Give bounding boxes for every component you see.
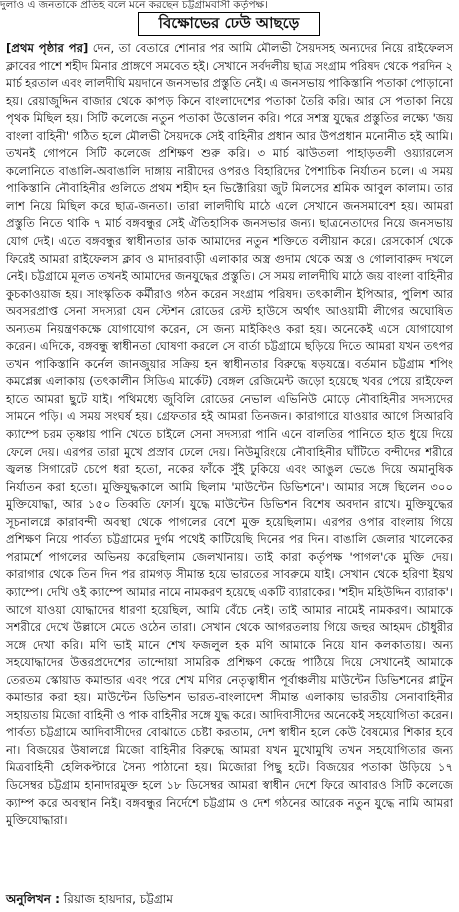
- author-label: অনুলিখন :: [6, 892, 60, 906]
- author-name: রিয়াজ হায়দার, চট্টগ্রাম: [63, 892, 173, 906]
- continued-from-label: [প্রথম পৃষ্ঠার পর]: [6, 41, 89, 55]
- headline: বিক্ষোভের ঢেউ আছড়ে: [158, 13, 300, 32]
- article-paragraph: [6, 40, 453, 830]
- article-body: [6, 40, 453, 830]
- article-text: দেন, তা বেতারে শোনার পর আমি মৌলভী সৈয়দসহ অন্যদের নিয়ে রাইফেলস ক্লাবের পাশে শহীদ মিনার প্রাঙ্গণে সমবেত হই। সেখানে সর্বদলীয় ছাত্র সংগ্রাম পরিষদ থেকে পরদিন ২ মার্চ হরতাল এবং লালদীঘি ময়দানে জনসভার প্রস্তুতি নেই। এ জনসভায় পাকিস্তানি পতাকা পোড়ানো হয়। রেয়াজুদ্দিন বাজার থেকে কাপড় কিনে বাংলাদেশের পতাকা তৈরি করি। আর সে পতাকা নিয়ে পৃথক মিছিল হয়। সিটি কলেজে নতুন পতাকা উত্তোলন করি। পরে সশস্ত্র যুদ্ধের প্রস্তুতির লক্ষ্যে 'জয় বাংলা বাহিনী' গঠিত হলে মৌলভী সৈয়দকে সেই বাহিনীর প্রধান আর উপপ্রধান মনোনীত হই আমি। তখনই গোপনে সিটি কলেজে প্রশিক্ষণ শুরু করি। ৩ মার্চ ঝাউতলা পাহাড়তলী ওয়্যারলেস কলোনিতে বাঙালি-অবাঙালি দাঙ্গায় নারীদের ওপরও বিহারিদের পৈশাচিক নির্যাতন চলে। এ সময় পাকিস্তানি নৌবাহিনীর গুলিতে প্রথম শহীদ হন ভিক্টোরিয়া জুট মিলসের শ্রমিক আবুল কালাম। তার লাশ নিয়ে মিছিল করে ছাত্র-জনতা। তারা লালদীঘি মাঠে এলে সেখানে জনসমাবেশ হয়। আমরা প্রস্তুতি নিতে থাকি ৭ মার্চ বঙ্গবন্ধুর সেই ঐতিহাসিক জনসভার জন্য। ছাত্রনেতাদের নিয়ে জনসভায় যোগ দেই। এতে বঙ্গবন্ধুর স্বাধীনতার ডাক আমাদের নতুন শক্তিতে বলীয়ান করে। রেসকোর্স থেকে ফিরেই আমরা রাইফেলস ক্লাব ও মাদারবাড়ী এলাকার অস্ত্র গুদাম থেকে অস্ত্র ও গোলাবারুদ দখলে নেই। চট্টগ্রামে মূলত তখনই আমাদের জনযুদ্ধের প্রস্তুতি। সে সময় লালদীঘি মাঠে জয় বাংলা বাহিনীর কুচকাওয়াজ হয়। সাংস্কৃতিক কর্মীরাও গঠন করেন সংগ্রাম পরিষদ। তৎকালীন ইপিআর, পুলিশ আর অবসরপ্রাপ্ত সেনা সদস্যরা যেন স্টেশন রোডের রেস্ট হাউসে অর্থাৎ আওয়ামী লীগের অঘোষিত অন্যতম নিয়ন্ত্রণকক্ষে যোগাযোগ করেন, সে জন্য মাইকিংও করা হয়। অনেকেই এসে যোগাযোগ করেন। এদিকে, বঙ্গবন্ধু স্বাধীনতা ঘোষণা করলে সে বার্তা চট্টগ্রামে ছড়িয়ে দিতে আমরা যখন তৎপর তখন পাকিস্তানি কর্নেল জানজুয়ার সক্রিয় হন স্বাধীনতার বিরুদ্ধে ষড়যন্ত্রে। বর্তমান চট্টগ্রাম শপিং কমপ্লেক্স এলাকায় (তৎকালীন সিডিএ মার্কেট) বেঙ্গল রেজিমেন্ট জড়ো হয়েছে খবর পেয়ে রাইফেল হাতে আমরা ছুটে যাই। পথিমধ্যে জুবিলি রোডের নেভাল এভিনিউ মোড়ে নৌবাহিনীর সদস্যদের সামনে পড়ি। এ সময় সংঘর্ষ হয়। গ্রেফতার হই আমরা তিনজন। কারাগারে যাওয়ার আগে সিআরবি ক্যাম্পে চরম তৃষ্ণায় পানি খেতে চাইলে সেনা সদস্যরা পানি এনে বালতির পানিতে হাত ধুয়ে দিয়ে ফেলে দেয়। এরপর তারা মুখে প্রস্রাব ঢেলে দেয়। নিউমুরিংয়ে নৌবাহিনীর ঘাঁটিতে বন্দীদের শরীরে জ্বলন্ত সিগারেট চেপে ধরা হতো, নকের ফাঁকে সুঁই ঢুকিয়ে এবং আঙুল ভেঙে দিয়ে অমানুষিক নির্যাতন করা হতো। মুক্তিযুদ্ধকালে আমি ছিলাম 'মাউন্টেন ডিভিশনে'। আমার সঙ্গে ছিলেন ৩০০ মুক্তিযোদ্ধা, আর ১৫০ তিব্বতি ফোর্স। যুদ্ধে মাউন্টেন ডিভিশন বিশেষ অবদান রাখে। মুক্তিযুদ্ধের সূচনালগ্নে কারাবন্দী অবস্থা থেকে পাগলের বেশে মুক্ত হয়েছিলাম। এরপর ওপার বাংলায় গিয়ে প্রশিক্ষণ নিয়ে পার্বত্য চট্টগ্রামের দুর্গম পথেই কাটিয়েছি দিনের পর দিন। বাঙালি জেলার খালেকের পরামর্শে পাগলের অভিনয় করেছিলাম জেলখানায়। তাই কারা কর্তৃপক্ষ 'পাগল'কে মুক্তি দেয়। কারাগার থেকে তিন দিন পর রামগড় সীমান্ত হয়ে ভারতের সাবরুমে যাই। সেখান থেকে হরিণা ইয়থ ক্যাম্পে। দেখি ওই ক্যাম্পে আমার নামে নামকরণ হয়েছে একটি ব্যারাকের। 'শহীদ মহিউদ্দিন ব্যারাক'। আগে যাওয়া যোদ্ধাদের ধারণা হয়েছিল, আমি বেঁচে নেই। তাই আমার নামেই নামকরণ। আমাকে সশরীরে দেখে উল্লাসে মেতে ওঠেন তারা। সেখান থেকে আগরতলায় গিয়ে জহুর আহমদ চৌধুরীর সঙ্গে দেখা করি। মণি ভাই মানে শেখ ফজলুল হক মণি আমাকে নিয়ে যান কলকাতায়। অন্য সহযোদ্ধাদের উত্তরপ্রদেশের তান্দোয়া সামরিক প্রশিক্ষণ কেন্দ্রে পাঠিয়ে দিয়ে সেখানেই আমাকে তেরতম স্কোয়াড কমান্ডার এবং পরে শেখ মণির নেতৃত্বাধীন পূর্বাঞ্চলীয় মাউন্টেন ডিভিশনের প্লাটুন কমান্ডার করা হয়। মাউন্টেন ডিভিশন ভারত-বাংলাদেশ সীমান্ত এলাকায় ভারতীয় সেনাবাহিনীর সহায়তায় মিজো বাহিনী ও পাক বাহিনীর সঙ্গে যুদ্ধ করে। আদিবাসীদের অনেকেই সহযোগিতা করেন। পার্বত্য চট্টগ্রামে আদিবাসীদের বোঝাতে চেষ্টা করতাম, দেশ স্বাধীন হলে কেউ বৈষম্যের শিকার হবে না। বিজয়ের উষালগ্নে মিজো বাহিনীর বিরুদ্ধে আমরা যখন মুখোমুখি তখন সহযোগিতার জন্য মিত্রবাহিনী হেলিকপ্টারে সৈন্য পাঠানো হয়। মিজোরা পিছু হটে। বিজয়ের পতাকা উড়িয়ে ১৭ ডিসেম্বর চট্টগ্রাম হানাদারমুক্ত হলে ১৮ ডিসেম্বর আমরা স্বাধীন দেশে ফিরে আবারও সিটি কলেজে ক্যাম্প করে অবস্থান নিই। বঙ্গবন্ধুর নির্দেশে চট্টগ্রাম ও দেশ গঠনের আরেক নতুন যুদ্ধে নামি আমরা মুক্তিযোদ্ধারা।: [6, 41, 453, 828]
- previous-article-fragment: দুলাও এ জনতাকে প্রতিহ বলে মনে করছেন চট্টগ্রামবাসী কর্তৃপক্ষ।: [0, 0, 268, 10]
- author-credit: [6, 891, 173, 911]
- headline-box: [138, 12, 320, 36]
